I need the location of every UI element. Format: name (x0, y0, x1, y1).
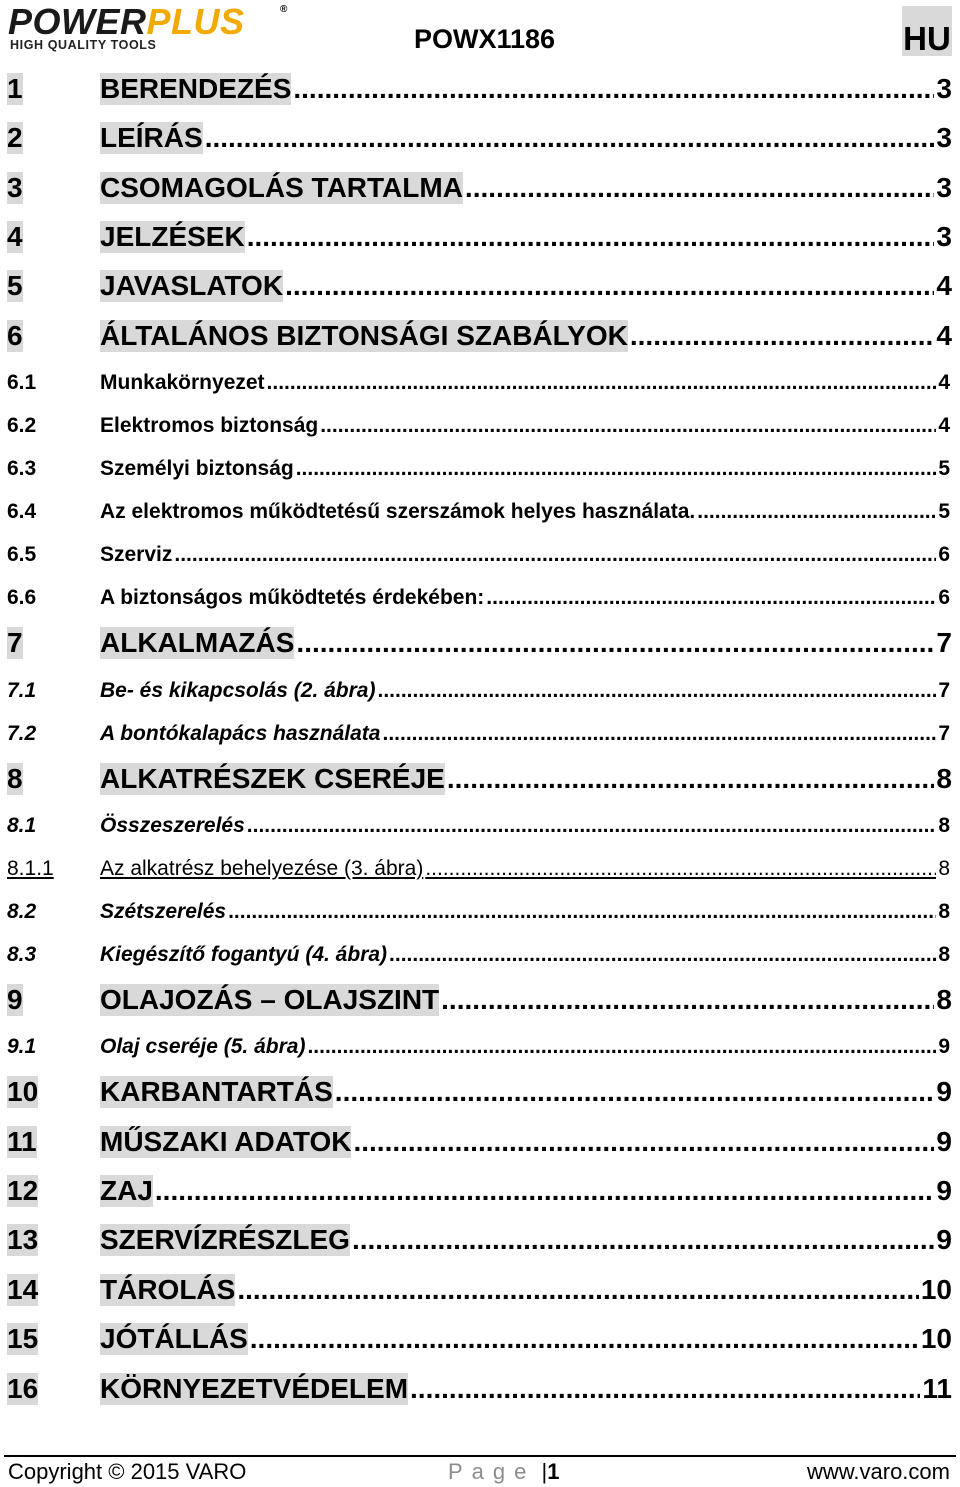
toc-title: MŰSZAKI ADATOK (100, 1126, 352, 1157)
toc-number: 11 (7, 1126, 37, 1157)
toc-page: 3 (936, 73, 952, 104)
toc-number: 7.1 (7, 679, 37, 702)
toc-page: 9 (936, 1076, 952, 1107)
copyright-text: Copyright © 2015 VARO (8, 1459, 247, 1484)
toc-title: CSOMAGOLÁS TARTALMA (100, 172, 463, 203)
toc-entry[interactable] (0, 414, 960, 440)
toc-leader (425, 857, 936, 881)
toc-number: 16 (7, 1373, 39, 1404)
toc-leader (410, 1373, 920, 1405)
toc-number: 6.3 (7, 457, 37, 480)
toc-leader (267, 371, 937, 395)
toc-leader (697, 500, 936, 524)
toc-number: 8.1 (7, 814, 37, 837)
toc-number: 9 (7, 984, 23, 1015)
toc-page: 3 (936, 221, 952, 252)
page-footer (0, 1459, 960, 1487)
toc-entry[interactable] (0, 1323, 960, 1357)
toc-entry[interactable] (0, 900, 960, 926)
toc-number: 6.4 (7, 500, 37, 523)
toc-title: A bontókalapács használata (100, 722, 381, 745)
toc-page: 9 (938, 1035, 950, 1058)
toc-leader (486, 586, 936, 610)
toc-leader (352, 1224, 934, 1256)
toc-leader (205, 122, 935, 154)
toc-number: 13 (7, 1224, 39, 1255)
toc-title: Személyi biztonság (100, 457, 294, 480)
toc-title: ÁLTALÁNOS BIZTONSÁGI SZABÁLYOK (100, 320, 628, 351)
toc-title: KÖRNYEZETVÉDELEM (100, 1373, 409, 1404)
toc-leader (382, 722, 936, 746)
toc-leader (155, 1175, 935, 1207)
powerplus-logo (8, 1, 298, 52)
page-number: 1 (547, 1459, 560, 1484)
toc-title: TÁROLÁS (100, 1274, 236, 1305)
toc-title: LEÍRÁS (100, 122, 203, 153)
toc-title: Az alkatrész behelyezése (3. ábra) (100, 857, 424, 880)
toc-page: 8 (936, 984, 952, 1015)
toc-page: 8 (936, 763, 952, 794)
toc-entry[interactable] (0, 627, 960, 661)
toc-number: 10 (7, 1076, 39, 1107)
toc-leader (293, 73, 934, 105)
toc-leader (228, 900, 936, 924)
toc-number: 14 (7, 1274, 39, 1305)
toc-leader (465, 172, 935, 204)
toc-leader (353, 1126, 934, 1158)
toc-entry[interactable] (0, 1274, 960, 1308)
toc-entry[interactable] (0, 500, 960, 526)
toc-title: Az elektromos működtetésű szerszámok helyes használata. (100, 500, 696, 523)
toc-leader (441, 984, 934, 1016)
toc-number: 2 (7, 122, 23, 153)
toc-page: 10 (920, 1274, 952, 1305)
toc-page: 9 (936, 1224, 952, 1255)
toc-title: KARBANTARTÁS (100, 1076, 333, 1107)
toc-title: Be- és kikapcsolás (2. ábra) (100, 679, 376, 702)
toc-title: ZAJ (100, 1175, 153, 1206)
toc-entry[interactable] (0, 320, 960, 354)
toc-page: 8 (938, 814, 950, 837)
toc-page: 4 (938, 414, 950, 437)
toc-leader (630, 320, 935, 352)
toc-leader (307, 1035, 936, 1059)
toc-entry[interactable] (0, 943, 960, 969)
toc-title: Elektromos biztonság (100, 414, 319, 437)
toc-title: JÓTÁLLÁS (100, 1323, 248, 1354)
toc-entry[interactable] (0, 814, 960, 840)
footer-divider (4, 1455, 956, 1457)
toc-number: 6.5 (7, 543, 37, 566)
toc-entry[interactable] (0, 1126, 960, 1160)
toc-entry[interactable] (0, 586, 960, 612)
toc-entry[interactable] (0, 172, 960, 206)
toc-title: ALKALMAZÁS (100, 627, 295, 658)
toc-page: 9 (936, 1175, 952, 1206)
toc-leader (389, 943, 936, 967)
toc-entry[interactable] (0, 679, 960, 705)
toc-number: 8 (7, 763, 23, 794)
page-word: Page (448, 1459, 536, 1484)
toc-page: 3 (936, 172, 952, 203)
model-number: POWX1186 (414, 24, 556, 54)
toc-title: SZERVÍZRÉSZLEG (100, 1224, 350, 1255)
toc-title: Olaj cseréje (5. ábra) (100, 1035, 306, 1058)
logo-tagline: HIGH QUALITY TOOLS (10, 38, 157, 52)
toc-entry[interactable] (0, 1076, 960, 1110)
toc-number: 8.3 (7, 943, 37, 966)
toc-entry[interactable] (0, 763, 960, 797)
toc-entry[interactable] (0, 1035, 960, 1061)
toc-title: OLAJOZÁS – OLAJSZINT (100, 984, 440, 1015)
toc-entry[interactable] (0, 221, 960, 255)
toc-number: 9.1 (7, 1035, 37, 1058)
toc-leader (174, 543, 936, 567)
page-separator: | (541, 1459, 548, 1484)
website-link[interactable]: www.varo.com (806, 1459, 950, 1484)
toc-number: 4 (7, 221, 23, 252)
toc-number: 8.1.1 (7, 857, 54, 880)
toc-number: 6.2 (7, 414, 37, 437)
toc-number: 8.2 (7, 900, 37, 923)
toc-page: 10 (920, 1323, 952, 1354)
toc-leader (320, 414, 936, 438)
toc-leader (237, 1274, 919, 1306)
toc-page: 4 (936, 320, 952, 351)
toc-page: 7 (938, 722, 950, 745)
toc-page: 3 (936, 122, 952, 153)
toc-title: BERENDEZÉS (100, 73, 292, 104)
toc-entry[interactable] (0, 857, 960, 883)
toc-page: 7 (936, 627, 952, 658)
toc-page: 6 (938, 543, 950, 566)
toc-number: 7.2 (7, 722, 37, 745)
toc-entry[interactable] (0, 1175, 960, 1209)
toc-entry[interactable] (0, 984, 960, 1018)
toc-leader (377, 679, 936, 703)
language-badge: HU (902, 6, 952, 56)
toc-title: Összeszerelés (100, 814, 245, 837)
toc-entry[interactable] (0, 270, 960, 304)
toc-entry[interactable] (0, 73, 960, 107)
toc-leader (285, 270, 934, 302)
logo-wordmark: POWERPLUS (8, 1, 245, 42)
toc-leader (335, 1076, 935, 1108)
toc-page: 6 (938, 586, 950, 609)
page-indicator (448, 1459, 559, 1485)
toc-page: 5 (938, 500, 950, 523)
toc-page: 11 (922, 1373, 952, 1404)
toc-number: 7 (7, 627, 23, 658)
toc-entry[interactable] (0, 371, 960, 397)
page-header (0, 0, 960, 62)
toc-number: 15 (7, 1323, 39, 1354)
toc-leader (296, 627, 934, 659)
toc-number: 6.6 (7, 586, 37, 609)
toc-entry[interactable] (0, 543, 960, 569)
toc-page: 4 (936, 270, 952, 301)
toc-number: 12 (7, 1175, 39, 1206)
toc-leader (247, 814, 937, 838)
toc-title: Szerviz (100, 543, 173, 566)
toc-number: 5 (7, 270, 23, 301)
toc-leader (447, 763, 935, 795)
toc-entry[interactable] (0, 722, 960, 748)
toc-page: 5 (938, 457, 950, 480)
toc-title: Szétszerelés (100, 900, 227, 923)
toc-title: JAVASLATOK (100, 270, 284, 301)
registered-mark: ® (280, 4, 288, 15)
toc-page: 7 (938, 679, 950, 702)
toc-leader (296, 457, 937, 481)
toc-title: JELZÉSEK (100, 221, 245, 252)
toc-leader (250, 1323, 919, 1355)
toc-entry[interactable] (0, 1224, 960, 1258)
toc-entry[interactable] (0, 122, 960, 156)
toc-page: 8 (938, 857, 950, 880)
toc-number: 6 (7, 320, 23, 351)
toc-entry[interactable] (0, 1373, 960, 1407)
toc-title: Munkakörnyezet (100, 371, 265, 394)
toc-leader (247, 221, 935, 253)
toc-page: 9 (936, 1126, 952, 1157)
toc-title: Kiegészítő fogantyú (4. ábra) (100, 943, 388, 966)
toc-number: 3 (7, 172, 23, 203)
toc-page: 8 (938, 900, 950, 923)
toc-number: 6.1 (7, 371, 37, 394)
toc-title: A biztonságos működtetés érdekében: (100, 586, 485, 609)
toc-entry[interactable] (0, 457, 960, 483)
toc-page: 4 (938, 371, 950, 394)
toc-page: 8 (938, 943, 950, 966)
toc-title: ALKATRÉSZEK CSERÉJE (100, 763, 445, 794)
toc-number: 1 (7, 73, 23, 104)
